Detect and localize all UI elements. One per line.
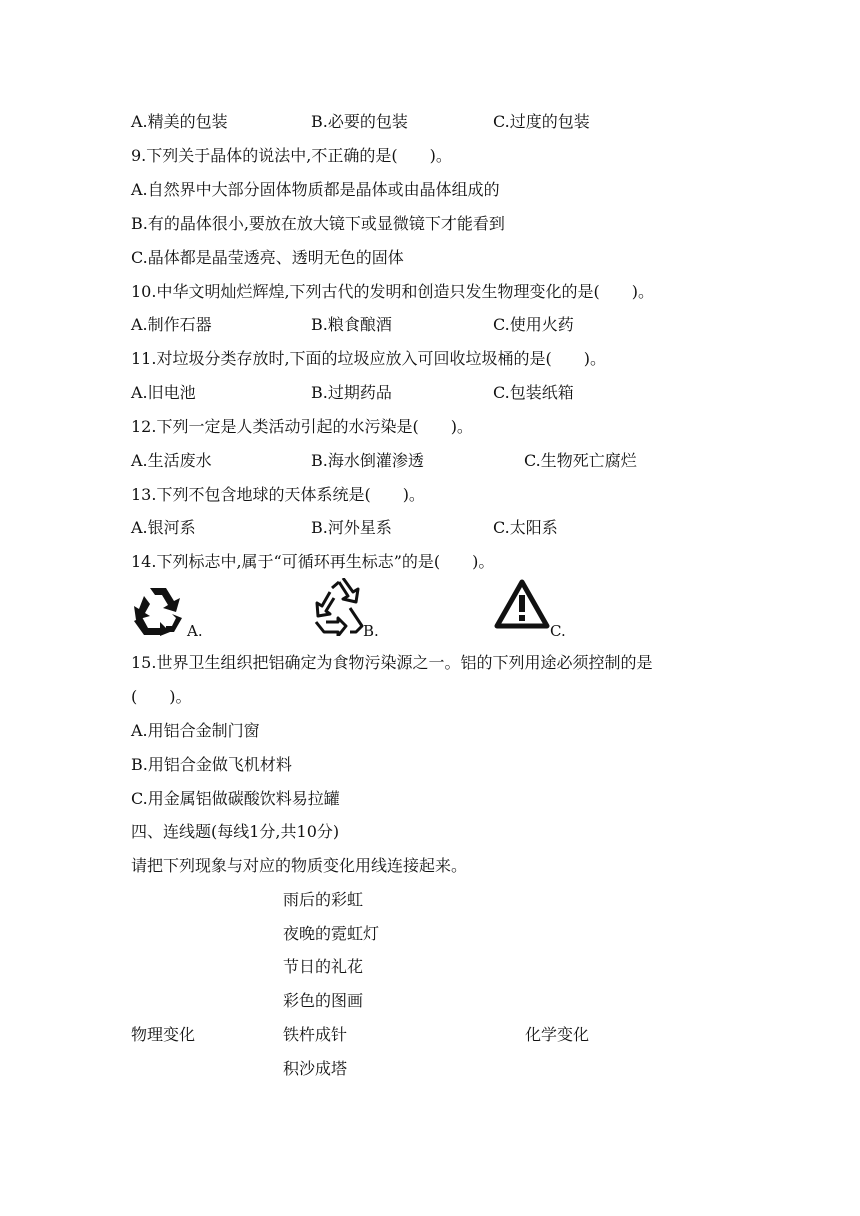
section4-title: 四、连线题(每线1分,共10分) [131,822,340,841]
q8-option-c: C.过度的包装 [493,112,590,131]
q11-stem: 11.对垃圾分类存放时,下面的垃圾应放入可回收垃圾桶的是( )。 [131,349,607,368]
q15-option-c: C.用金属铝做碳酸饮料易拉罐 [131,789,340,808]
q15-stem-line1: 15.世界卫生组织把铝确定为食物污染源之一。铝的下列用途必须控制的是 [131,653,653,672]
q10-option-b: B.粮食酿酒 [311,315,392,334]
q13-option-c: C.太阳系 [493,518,558,537]
recycle-arrows-icon [130,584,186,636]
physical-change-label: 物理变化 [131,1025,196,1044]
q13-option-a: A.银河系 [131,518,196,537]
q9-option-b: B.有的晶体很小,要放在放大镜下或显微镜下才能看到 [131,214,505,233]
matching-item: 节日的礼花 [283,957,364,976]
matching-item: 雨后的彩虹 [283,890,364,909]
q14-option-b-label: B. [363,622,379,640]
q11-option-a: A.旧电池 [131,383,196,402]
q10-option-a: A.制作石器 [131,315,212,334]
q13-option-b: B.河外星系 [311,518,392,537]
matching-item: 夜晚的霓虹灯 [283,924,380,943]
q15-option-b: B.用铝合金做飞机材料 [131,755,292,774]
section4-instruction: 请把下列现象与对应的物质变化用线连接起来。 [131,856,468,875]
q8-option-a: A.精美的包装 [131,112,228,131]
q9-option-a: A.自然界中大部分固体物质都是晶体或由晶体组成的 [131,180,500,199]
q15-stem-line2: ( )。 [131,687,192,706]
q15-option-a: A.用铝合金制门窗 [131,721,260,740]
q9-option-c: C.晶体都是晶莹透亮、透明无色的固体 [131,248,404,267]
chemical-change-label: 化学变化 [525,1025,590,1044]
q13-stem: 13.下列不包含地球的天体系统是( )。 [131,485,425,504]
q14-option-c-label: C. [550,622,566,640]
matching-item: 积沙成塔 [283,1059,348,1078]
q8-option-b: B.必要的包装 [311,112,408,131]
q10-option-c: C.使用火药 [493,315,574,334]
q14-stem: 14.下列标志中,属于“可循环再生标志”的是( )。 [131,552,495,571]
q12-option-a: A.生活废水 [131,451,212,470]
warning-triangle-icon [494,578,550,630]
q14-option-a-label: A. [187,622,203,640]
q9-stem: 9.下列关于晶体的说法中,不正确的是( )。 [131,146,452,165]
recycle-triangle-icon [312,578,366,636]
q12-stem: 12.下列一定是人类活动引起的水污染是( )。 [131,417,473,436]
matching-item: 彩色的图画 [283,991,364,1010]
q10-stem: 10.中华文明灿烂辉煌,下列古代的发明和创造只发生物理变化的是( )。 [131,282,655,301]
q11-option-b: B.过期药品 [311,383,392,402]
matching-item: 铁杵成针 [283,1025,348,1044]
q12-option-c: C.生物死亡腐烂 [524,451,637,470]
q12-option-b: B.海水倒灌渗透 [311,451,424,470]
q11-option-c: C.包装纸箱 [493,383,574,402]
